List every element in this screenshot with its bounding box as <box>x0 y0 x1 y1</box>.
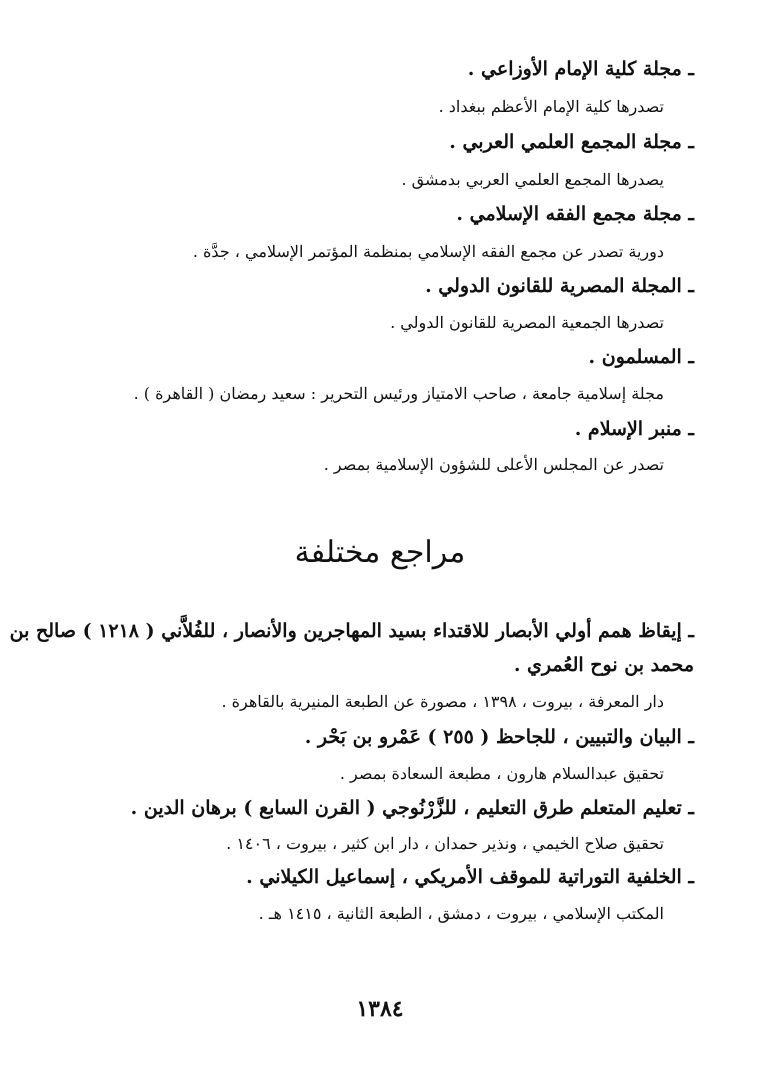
journal-desc-muslimun: مجلة إسلامية جامعة ، صاحب الامتياز ورئيس التحرير : سعيد رمضان ( القاهرة ) . <box>133 384 664 403</box>
reference-pub-1: دار المعرفة ، بيروت ، ١٣٩٨ ، مصورة عن الطبعة المنيرية بالقاهرة . <box>221 692 664 711</box>
journal-desc-minbar: تصدر عن المجلس الأعلى للشؤون الإسلامية بمصر . <box>323 455 664 474</box>
reference-pub-3: تحقيق صلاح الخيمي ، ونذير حمدان ، دار ابن كثير ، بيروت ، ١٤٠٦ . <box>226 834 664 853</box>
journal-title-minbar: ـ منبر الإسلام . <box>574 418 694 440</box>
reference-title-1-cont: محمد بن نوح العُمري . <box>513 654 694 676</box>
reference-title-2: ـ البيان والتبيين ، للجاحظ ( ٢٥٥ ) عَمْرو بن بَحْر . <box>304 726 694 748</box>
reference-title-4: ـ الخلفية التوراتية للموقف الأمريكي ، إسماعيل الكيلاني . <box>246 866 694 888</box>
journal-title-muslimun: ـ المسلمون . <box>588 346 694 368</box>
journal-title-fiqh: ـ مجلة مجمع الفقه الإسلامي . <box>456 203 694 225</box>
journal-title-majma-ilmi: ـ مجلة المجمع العلمي العربي . <box>449 131 694 153</box>
reference-title-1: ـ إيقاظ همم أولي الأبصار للاقتداء بسيد المهاجرين والأنصار ، للفُلاَّني ( ١٢١٨ ) صالح بن <box>9 620 694 642</box>
journal-title-awzai: ـ مجلة كلية الإمام الأوزاعي . <box>467 58 694 80</box>
reference-title-3: ـ تعليم المتعلم طرق التعليم ، للزَّرْنُوجي ( القرن السابع ) برهان الدين . <box>130 797 694 819</box>
reference-pub-4: المكتب الإسلامي ، بيروت ، دمشق ، الطبعة الثانية ، ١٤١٥ هـ . <box>258 904 664 923</box>
journal-desc-fiqh: دورية تصدر عن مجمع الفقه الإسلامي بمنظمة المؤتمر الإسلامي ، جدَّة . <box>192 242 664 261</box>
journal-desc-majma-ilmi: يصدرها المجمع العلمي العربي بدمشق . <box>401 170 664 189</box>
journal-desc-awzai: تصدرها كلية الإمام الأعظم ببغداد . <box>438 97 664 116</box>
section-heading: مراجع مختلفة <box>294 535 466 570</box>
journal-desc-qanun: تصدرها الجمعية المصرية للقانون الدولي . <box>390 313 664 332</box>
page-number: ١٣٨٤ <box>356 996 404 1022</box>
journal-title-qanun: ـ المجلة المصرية للقانون الدولي . <box>425 275 694 297</box>
reference-pub-2: تحقيق عبدالسلام هارون ، مطبعة السعادة بمصر . <box>339 764 664 783</box>
